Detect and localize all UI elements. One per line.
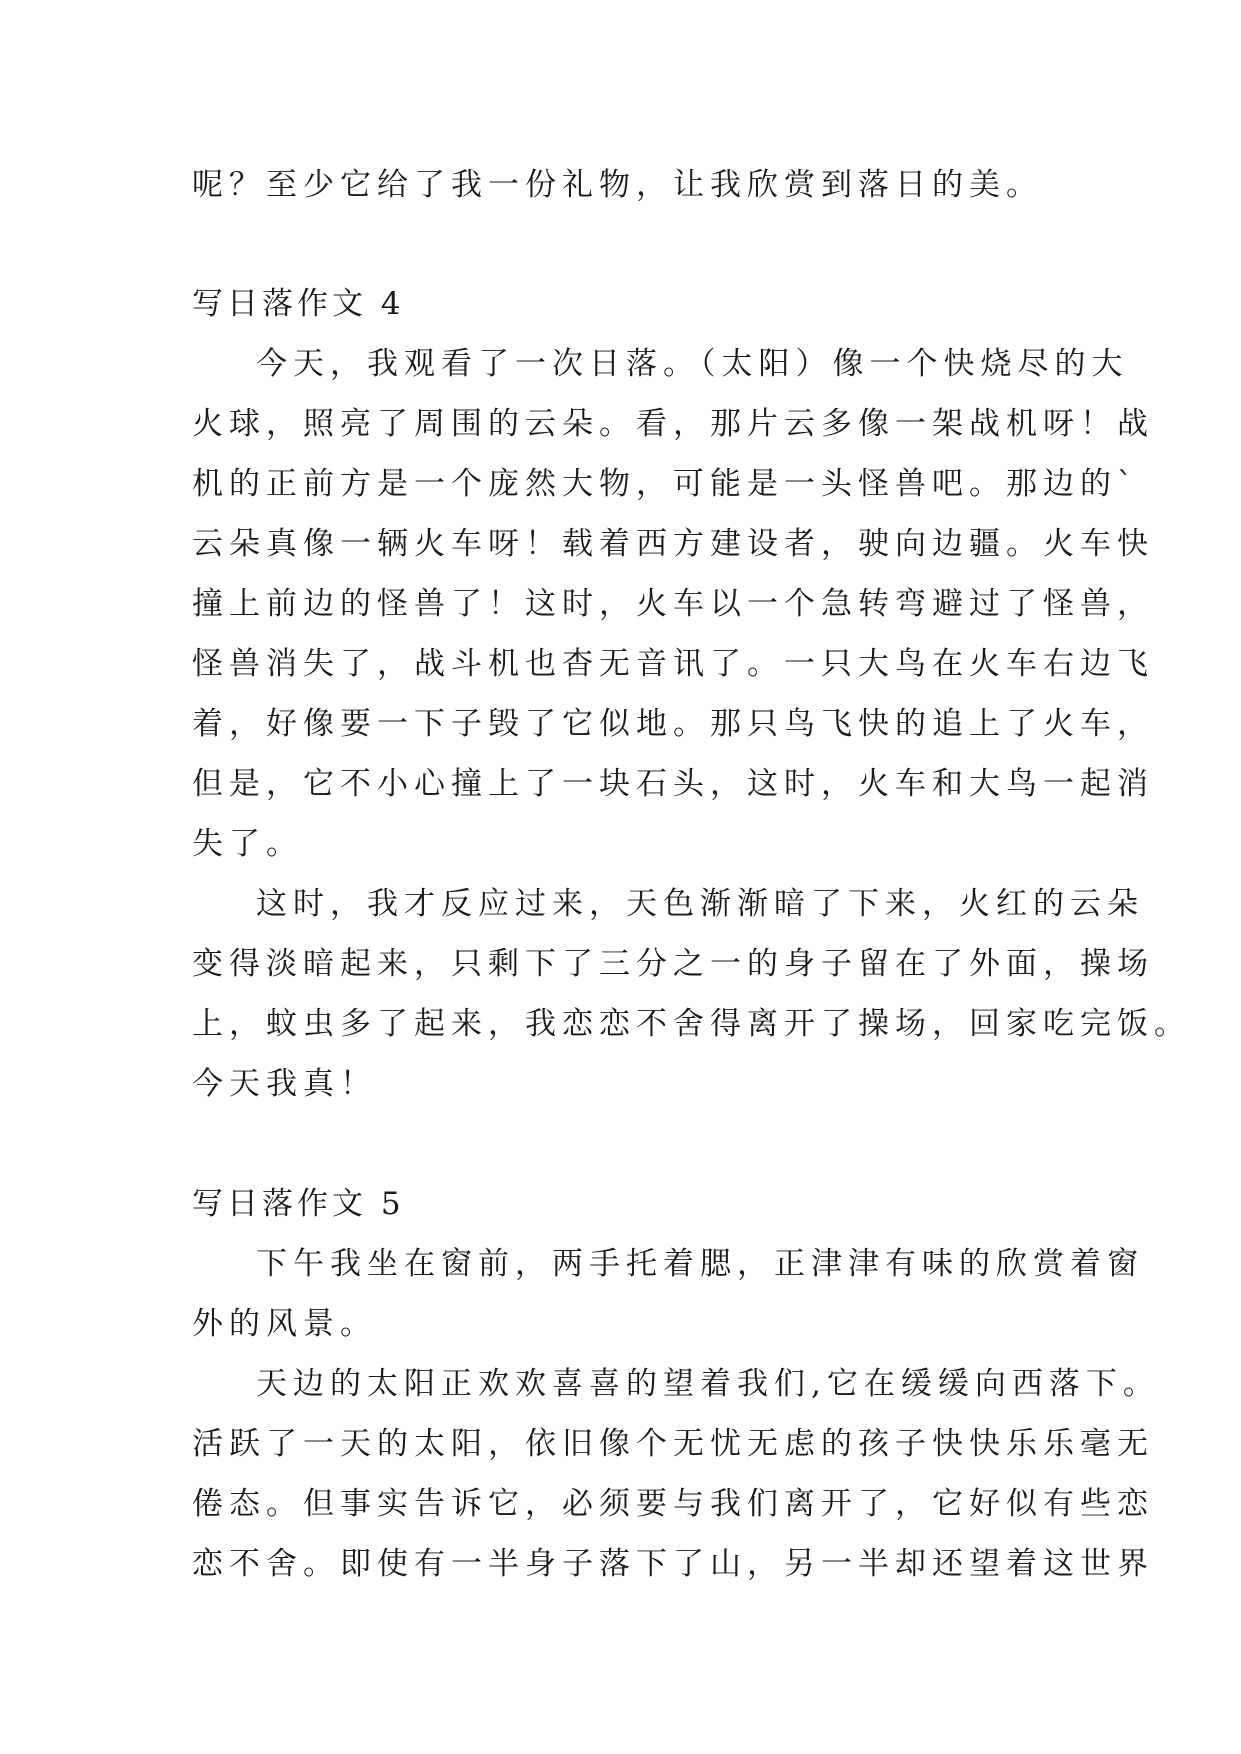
paragraph-line: 上，蚊虫多了起来，我恋恋不舍得离开了操场，回家吃完饭。 xyxy=(192,1006,1191,1042)
paragraph-line: 下午我坐在窗前，两手托着腮，正津津有味的欣赏着窗 xyxy=(256,1246,1144,1282)
section-heading: 写日落作文 4 xyxy=(192,286,405,322)
paragraph-line: 今天，我观看了一次日落。（太阳）像一个快烧尽的大 xyxy=(256,346,1129,382)
paragraph-line: 变得淡暗起来，只剩下了三分之一的身子留在了外面，操场 xyxy=(192,946,1154,982)
paragraph-line: 怪兽消失了，战斗机也杳无音讯了。一只大鸟在火车右边飞 xyxy=(192,646,1154,682)
paragraph-line: 恋不舍。即使有一半身子落下了山，另一半却还望着这世界 xyxy=(192,1546,1154,1582)
paragraph-line: 撞上前边的怪兽了！这时，火车以一个急转弯避过了怪兽， xyxy=(192,586,1154,622)
paragraph-line: 云朵真像一辆火车呀！载着西方建设者，驶向边疆。火车快 xyxy=(192,526,1154,562)
paragraph-line: 但是，它不小心撞上了一块石头，这时，火车和大鸟一起消 xyxy=(192,766,1154,802)
paragraph-line: 这时，我才反应过来，天色渐渐暗了下来，火红的云朵 xyxy=(256,886,1144,922)
paragraph-line: 活跃了一天的太阳，依旧像个无忧无虑的孩子快快乐乐毫无 xyxy=(192,1426,1154,1462)
paragraph-line: 倦态。但事实告诉它，必须要与我们离开了，它好似有些恋 xyxy=(192,1486,1154,1522)
paragraph-line: 火球，照亮了周围的云朵。看，那片云多像一架战机呀！战 xyxy=(192,406,1154,442)
paragraph-line: 呢？至少它给了我一份礼物，让我欣赏到落日的美。 xyxy=(192,167,1043,203)
section-heading: 写日落作文 5 xyxy=(192,1186,405,1222)
paragraph-line: 失了。 xyxy=(192,826,303,862)
paragraph-line: 天边的太阳正欢欢喜喜的望着我们,它在缓缓向西落下。 xyxy=(256,1366,1160,1402)
paragraph-line: 机的正前方是一个庞然大物，可能是一头怪兽吧。那边的` xyxy=(192,466,1139,502)
paragraph-line: 外的风景。 xyxy=(192,1306,377,1342)
paragraph-line: 今天我真！ xyxy=(192,1066,377,1102)
paragraph-line: 着，好像要一下子毁了它似地。那只鸟飞快的追上了火车， xyxy=(192,706,1154,742)
